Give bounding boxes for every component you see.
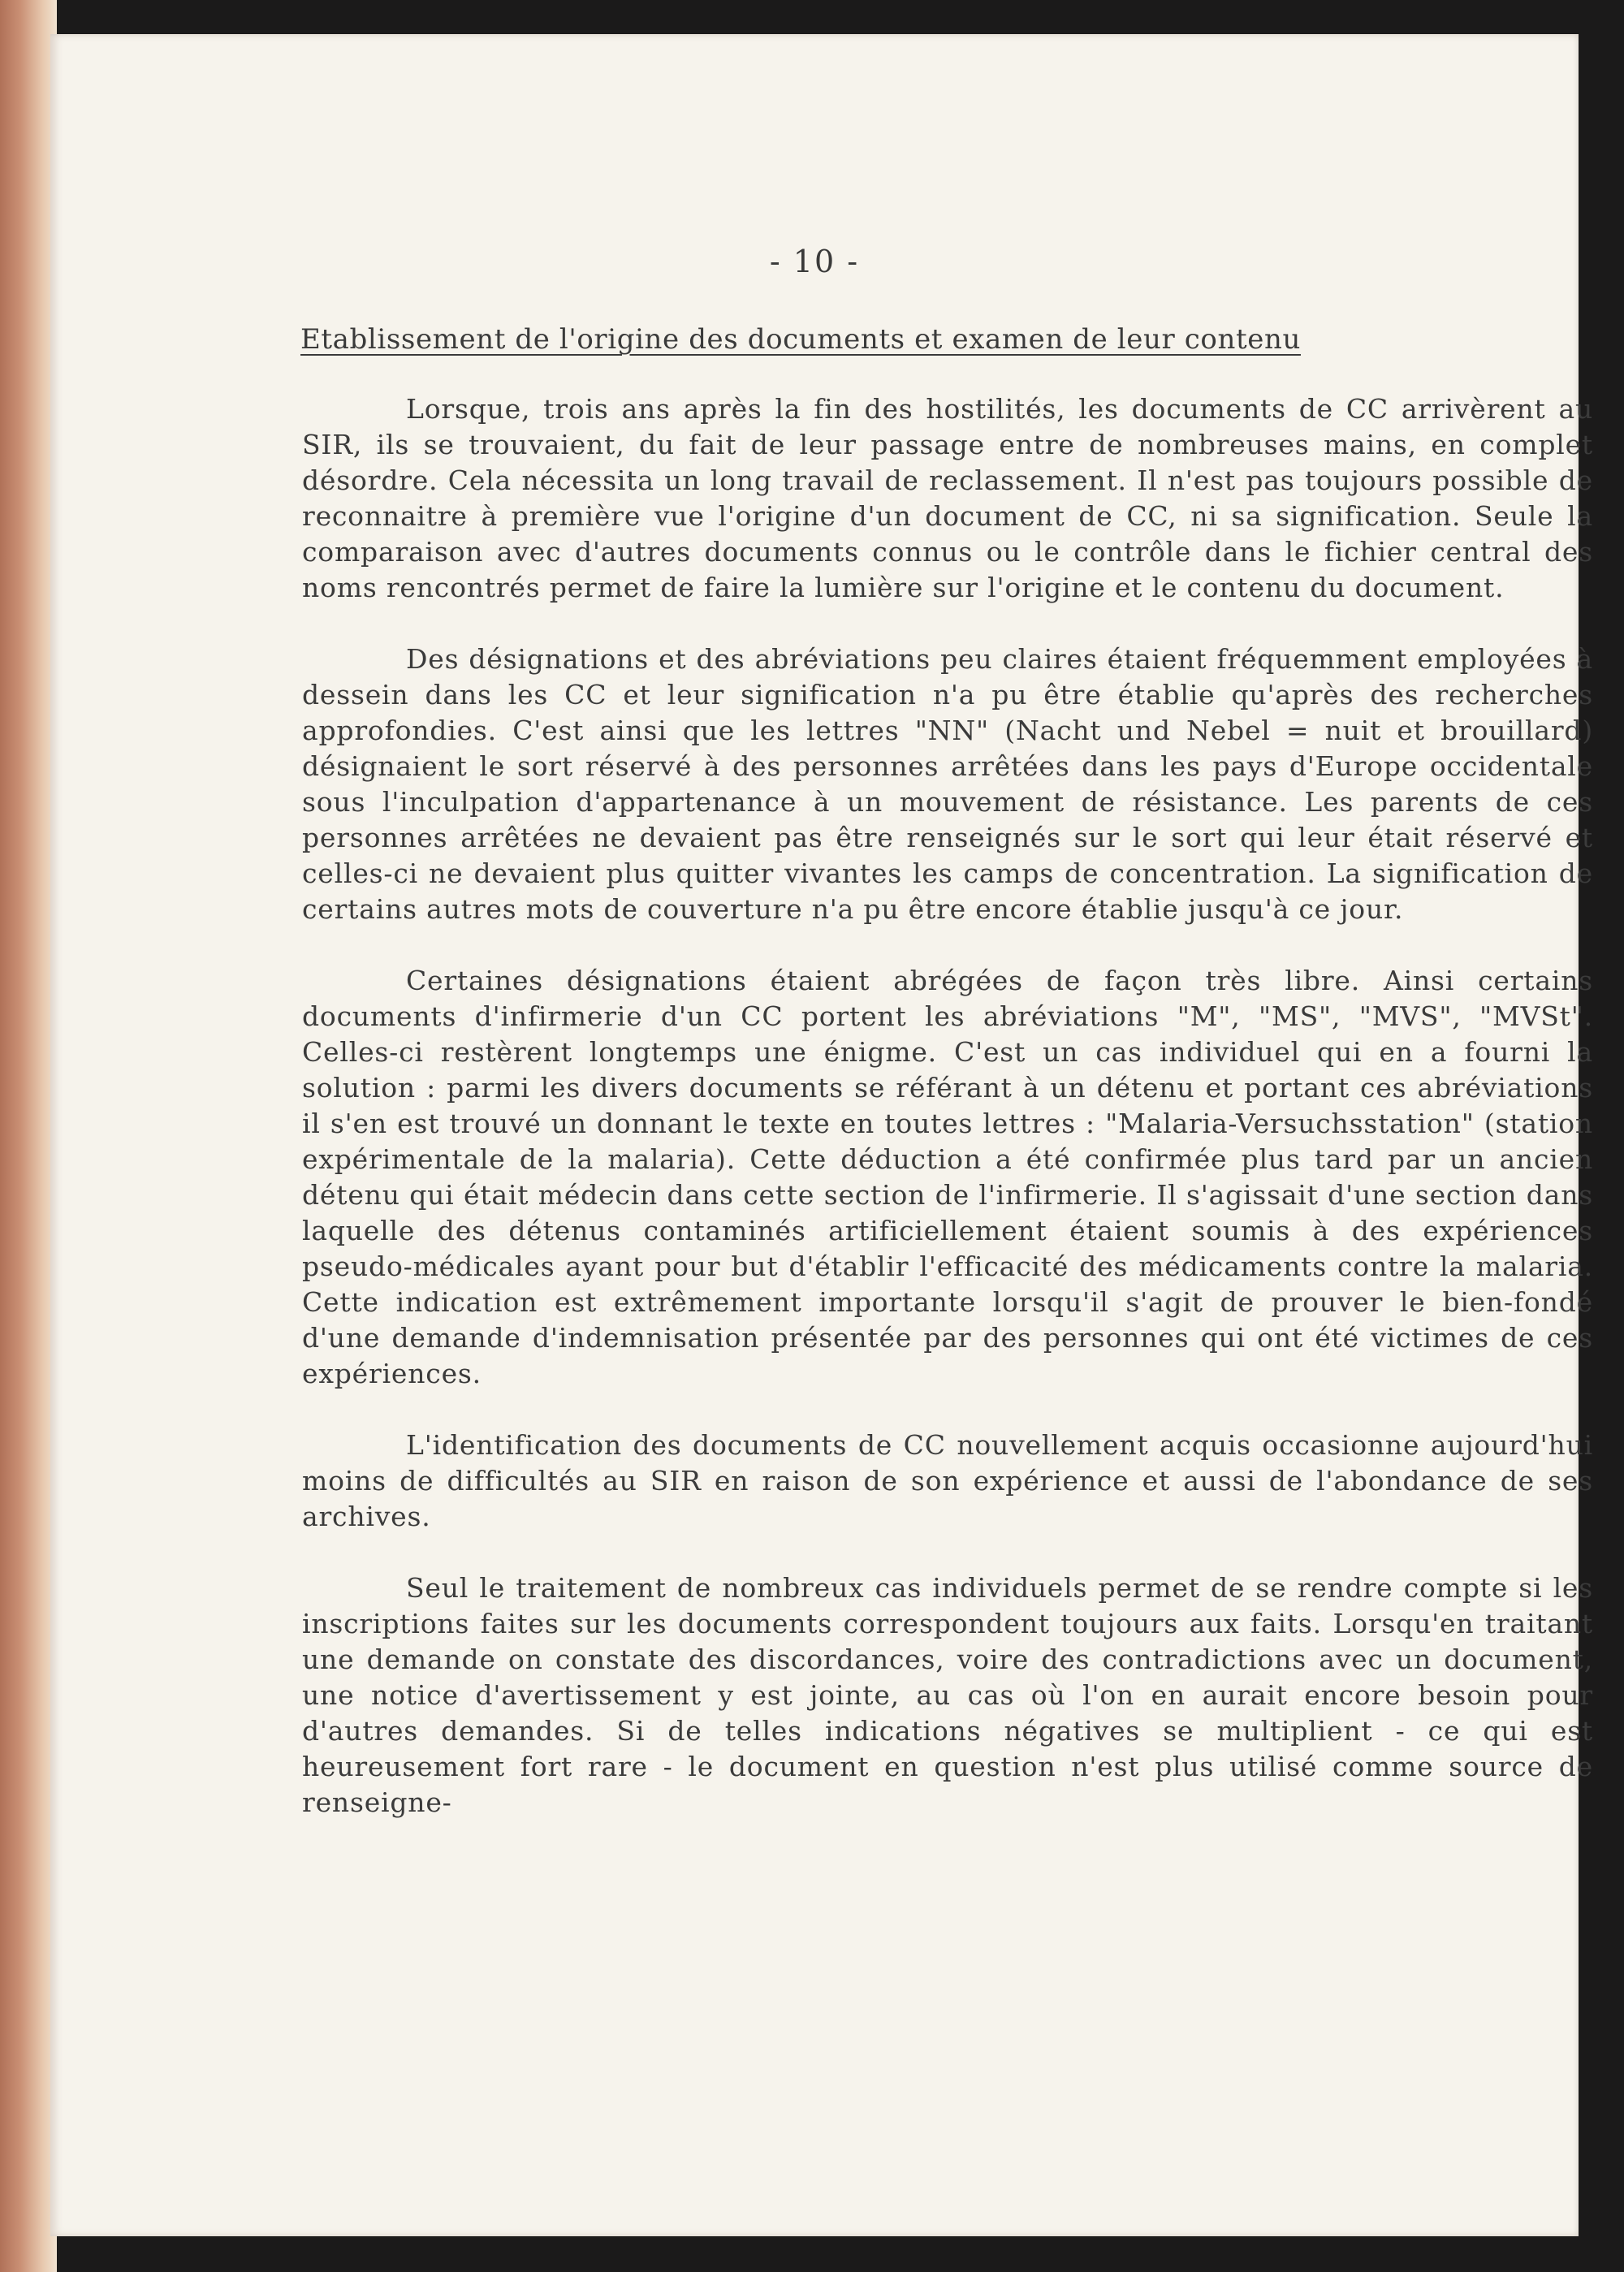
paragraph-origin-documents: Lorsque, trois ans après la fin des hostilités, les documents de CC arrivèrent au SIR, ils se trouvaient, du fait de leur passage entre de nombreuses mains, en complet désordre. Cela nécessita un long travail de reclassement. Il n'est pas toujours possible de reconnaitre à première vue l'origine d'un document de CC, ni sa signification. Seule la comparaison avec d'autres documents connus ou le contrôle dans le fichier central des noms rencontrés permet de faire la lumière sur l'origine et le contenu du document.	[302, 393, 1593, 603]
paragraph-designations-abbreviations: Des désignations et des abréviations peu claires étaient fréquemment employées à dessein dans les CC et leur signification n'a pu être établie qu'après des recherches approfondies. C'est ainsi que les lettres "NN" (Nacht und Nebel = nuit et brouillard) désignaient le sort réservé à des personnes arrêtées dans les pays d'Europe occidentale sous l'inculpation d'appartenance à un mouvement de résistance. Les parents de ces personnes arrêtées ne devaient pas être renseignés sur le sort qui leur était réservé et celles-ci ne devaient plus quitter vivantes les camps de concentration. La signification de certains autres mots de couverture n'a pu être encore établie jusqu'à ce jour.	[302, 643, 1593, 925]
paragraph-individual-cases: Seul le traitement de nombreux cas individuels permet de se rendre compte si les inscriptions faites sur les documents correspondent toujours aux faits. Lorsqu'en traitant une demande on constate des discordances, voire des contradictions avec un document, une notice d'avertissement y est jointe, au cas où l'on en aurait encore besoin pour d'autres demandes. Si de telles indications négatives se multiplient - ce qui est heureusement fort rare - le document en question n'est plus utilisé comme source de renseigne-	[302, 1572, 1593, 1818]
paragraph-abbreviated-designations: Certaines désignations étaient abrégées de façon très libre. Ainsi certains documents d'infirmerie d'un CC portent les abréviations "M", "MS", "MVS", "MVSt". Celles-ci restèrent longtemps une énigme. C'est un cas individuel qui en a fourni la solution : parmi les divers documents se référant à un détenu et portant ces abréviations il s'en est trouvé un donnant le texte en toutes lettres : "Malaria-Versuchsstation" (station expérimentale de la malaria). Cette déduction a été confirmée plus tard par un ancien détenu qui était médecin dans cette section de l'infirmerie. Il s'agissait d'une section dans laquelle des détenus contaminés artificiellement étaient soumis à des expériences pseudo-médicales ayant pour but d'établir l'efficacité des médicaments contre la malaria. Cette indication est extrêmement importante lorsqu'il s'agit de prouver le bien-fondé d'une demande d'indemnisation présentée par des personnes qui ont été victimes de ces expériences.	[302, 965, 1593, 1389]
section-heading: Etablissement de l'origine des documents et examen de leur contenu	[300, 323, 1301, 356]
document-page	[50, 34, 1593, 2236]
page-number: - 10 -	[769, 244, 860, 279]
document-body	[302, 391, 1593, 1821]
paragraph-identification: L'identification des documents de CC nouvellement acquis occasionne aujourd'hui moins de difficultés au SIR en raison de son expérience et aussi de l'abondance de ses archives.	[302, 1429, 1593, 1532]
binding-edge	[0, 0, 57, 2272]
